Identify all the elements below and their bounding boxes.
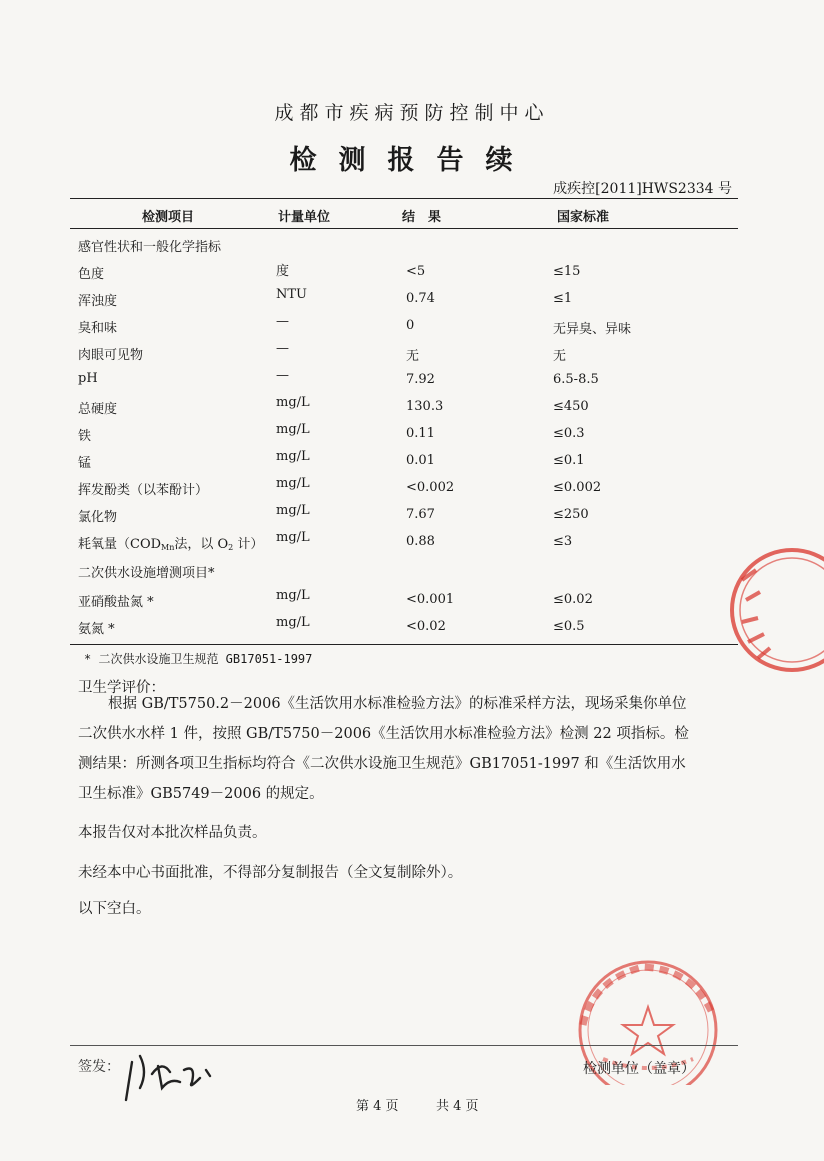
table-row-oxygen-unit: mg/L — [276, 530, 310, 545]
evaluation-line: 测结果：所测各项卫生指标均符合《二次供水设施卫生规范》GB17051-1997 和《生活饮用水 — [78, 756, 686, 772]
note-blank-below: 以下空白。 — [78, 901, 151, 917]
table-cell-result: 7.67 — [406, 507, 435, 522]
page-total: 共 4 页 — [436, 1099, 479, 1114]
table-cell-result: 无 — [406, 349, 420, 364]
document-title: 检测报告续 — [289, 145, 535, 176]
table-cell-unit: mg/L — [276, 449, 310, 464]
table-cell-item: 浑浊度 — [78, 294, 118, 309]
testing-unit-seal-label: 检测单位（盖章） — [583, 1061, 695, 1077]
table-cell-item: 铁 — [78, 429, 92, 444]
section-title-secondary-supply: 二次供水设施增测项目* — [78, 566, 215, 581]
side-seal-stamp — [712, 540, 824, 680]
table-cell-item: 氨氮 * — [78, 622, 115, 637]
signer-label: 签发： — [78, 1059, 120, 1075]
table-cell-standard: 无异臭、异味 — [553, 322, 632, 337]
table-cell-result: 0 — [406, 318, 415, 333]
table-cell-unit: — — [276, 368, 289, 383]
handwritten-signature — [118, 1048, 228, 1108]
document-number: 成疾控[2011]HWS2334 号 — [553, 181, 732, 197]
table-row-oxygen-standard: ≤3 — [553, 534, 573, 549]
oxygen-item-subscript: 2 — [228, 543, 234, 552]
note-responsibility: 本报告仅对本批次样品负责。 — [78, 825, 267, 841]
evaluation-line: 二次供水水样 1 件，按照 GB/T5750－2006《生活饮用水标准检验方法》检测 22 项指标。检 — [78, 726, 689, 742]
table-top-rule — [70, 198, 738, 199]
table-cell-unit: — — [276, 314, 289, 329]
table-cell-item: 臭和味 — [78, 321, 118, 336]
oxygen-item-part: 法，以 O — [174, 537, 229, 552]
note-copy-restriction: 未经本中心书面批准，不得部分复制报告（全文复制除外）。 — [78, 865, 463, 881]
table-cell-unit: mg/L — [276, 422, 310, 437]
org-title: 成都市疾病预防控制中心 — [274, 102, 550, 124]
table-row-oxygen-result: 0.88 — [406, 534, 435, 549]
page-current: 第 4 页 — [356, 1099, 399, 1114]
col-header-item: 检测项目 — [142, 210, 195, 225]
table-cell-result: <0.002 — [406, 480, 455, 495]
table-cell-result: <5 — [406, 264, 426, 279]
evaluation-line: 根据 GB/T5750.2－2006《生活饮用水标准检验方法》的标准采样方法，现场采集你单位 — [108, 696, 687, 712]
table-cell-unit: mg/L — [276, 395, 310, 410]
table-cell-item: 挥发酚类（以苯酚计） — [78, 483, 209, 498]
evaluation-text — [78, 689, 750, 809]
table-cell-result: <0.02 — [406, 619, 446, 634]
table-cell-result: <0.001 — [406, 592, 455, 607]
table-footnote: * 二次供水设施卫生规范 GB17051-1997 — [84, 652, 313, 666]
table-cell-unit: — — [276, 341, 289, 356]
table-cell-unit: mg/L — [276, 503, 310, 518]
col-header-result: 结 果 — [402, 210, 442, 225]
table-cell-result: 130.3 — [406, 399, 444, 414]
table-cell-unit: mg/L — [276, 588, 310, 603]
table-cell-result: 0.11 — [406, 426, 435, 441]
col-header-unit: 计量单位 — [278, 210, 331, 225]
table-cell-standard: ≤250 — [553, 507, 589, 522]
table-cell-unit: mg/L — [276, 615, 310, 630]
table-cell-standard: 无 — [553, 349, 567, 364]
table-cell-standard: ≤1 — [553, 291, 573, 306]
table-cell-item: 肉眼可见物 — [78, 348, 144, 363]
table-cell-result: 0.74 — [406, 291, 435, 306]
table-bottom-rule — [70, 644, 738, 645]
table-cell-item: 亚硝酸盐氮 * — [78, 595, 154, 610]
table-cell-unit: 度 — [276, 264, 290, 279]
table-cell-standard: ≤0.1 — [553, 453, 585, 468]
table-cell-unit: NTU — [276, 287, 308, 302]
table-cell-item: 色度 — [78, 267, 105, 282]
table-cell-standard: ≤450 — [553, 399, 589, 414]
col-header-standard: 国家标准 — [557, 210, 610, 225]
table-cell-result: 7.92 — [406, 372, 435, 387]
evaluation-label: 卫生学评价： — [78, 680, 165, 696]
table-header-rule — [70, 228, 738, 229]
table-cell-item: pH — [78, 371, 98, 386]
table-cell-standard: ≤0.02 — [553, 592, 593, 607]
evaluation-line: 卫生标准》GB5749－2006 的规定。 — [78, 786, 324, 802]
table-cell-item: 锰 — [78, 456, 92, 471]
signature-rule — [70, 1045, 738, 1046]
table-cell-standard: 6.5-8.5 — [553, 372, 599, 387]
table-row-oxygen-item — [78, 533, 263, 552]
oxygen-item-part: 计） — [233, 537, 264, 552]
section-title-sensory: 感官性状和一般化学指标 — [78, 240, 222, 255]
table-cell-standard: ≤0.002 — [553, 480, 602, 495]
table-cell-unit: mg/L — [276, 476, 310, 491]
table-cell-standard: ≤15 — [553, 264, 581, 279]
oxygen-item-subscript: Mn — [161, 543, 175, 552]
table-cell-item: 总硬度 — [78, 402, 118, 417]
oxygen-item-part: 耗氧量（COD — [78, 537, 162, 552]
table-cell-standard: ≤0.5 — [553, 619, 585, 634]
table-cell-result: 0.01 — [406, 453, 435, 468]
table-cell-item: 氯化物 — [78, 510, 118, 525]
table-cell-standard: ≤0.3 — [553, 426, 585, 441]
